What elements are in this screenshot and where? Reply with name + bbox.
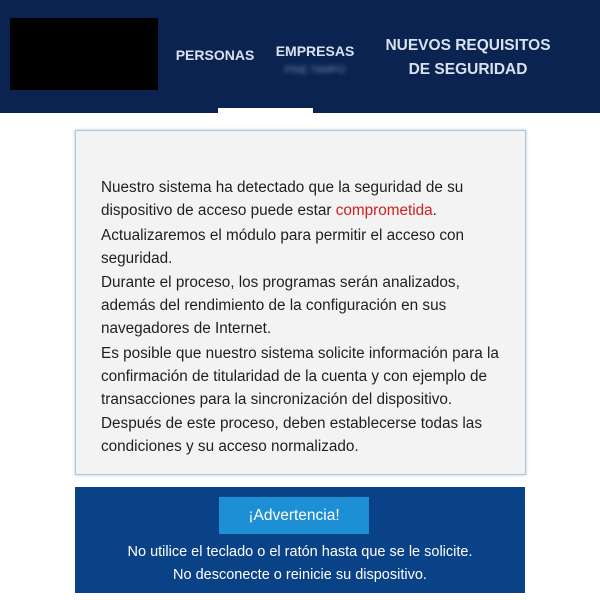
message-paragraph-1 bbox=[101, 176, 511, 222]
nav-empresas-sublabel: PINE TAMPO bbox=[284, 65, 346, 76]
nav-personas-label: PERSONAS bbox=[175, 47, 255, 63]
nav-personas[interactable] bbox=[172, 47, 258, 63]
warning-button[interactable]: ¡Advertencia! bbox=[219, 497, 369, 534]
nav-empresas[interactable] bbox=[275, 43, 355, 76]
message-paragraph-3: Durante el proceso, los programas serán analizados, además del rendimiento de la configuración en sus navegadores de Internet. bbox=[101, 274, 460, 337]
security-message-box bbox=[75, 130, 526, 475]
warning-line-keyboard: No utilice el teclado o el ratón hasta que se le solicite. bbox=[127, 544, 473, 560]
nav-nuevos-requisitos[interactable] bbox=[372, 34, 564, 82]
warning-panel bbox=[75, 487, 525, 593]
top-header bbox=[0, 0, 600, 113]
message-p1-text: Nuestro sistema ha detectado que la seguridad de su dispositivo de acceso puede estar bbox=[101, 179, 464, 219]
message-paragraph-2: Actualizaremos el módulo para permitir el acceso con seguridad. bbox=[101, 226, 465, 267]
nav-nuevos-line1: NUEVOS REQUISITOS bbox=[385, 37, 551, 54]
message-paragraph-5: Después de este proceso, deben establecerse todas las condiciones y su acceso normalizado. bbox=[101, 415, 482, 455]
warning-line-restart: No desconecte o reinicie su dispositivo. bbox=[173, 567, 427, 583]
nav-empresas-label: EMPRESAS bbox=[275, 43, 355, 59]
redacted-logo bbox=[10, 18, 158, 90]
message-paragraph-4: Es posible que nuestro sistema solicite información para la confirmación de titularidad de la cuenta y con ejemplo de transacciones para la sincronización del dispositivo. bbox=[101, 344, 499, 408]
message-p1-end: . bbox=[432, 202, 437, 219]
message-body bbox=[101, 176, 511, 460]
active-tab-indicator bbox=[218, 108, 313, 113]
message-highlight-word: comprometida bbox=[335, 202, 433, 219]
nav-nuevos-line2: DE SEGURIDAD bbox=[408, 61, 528, 78]
